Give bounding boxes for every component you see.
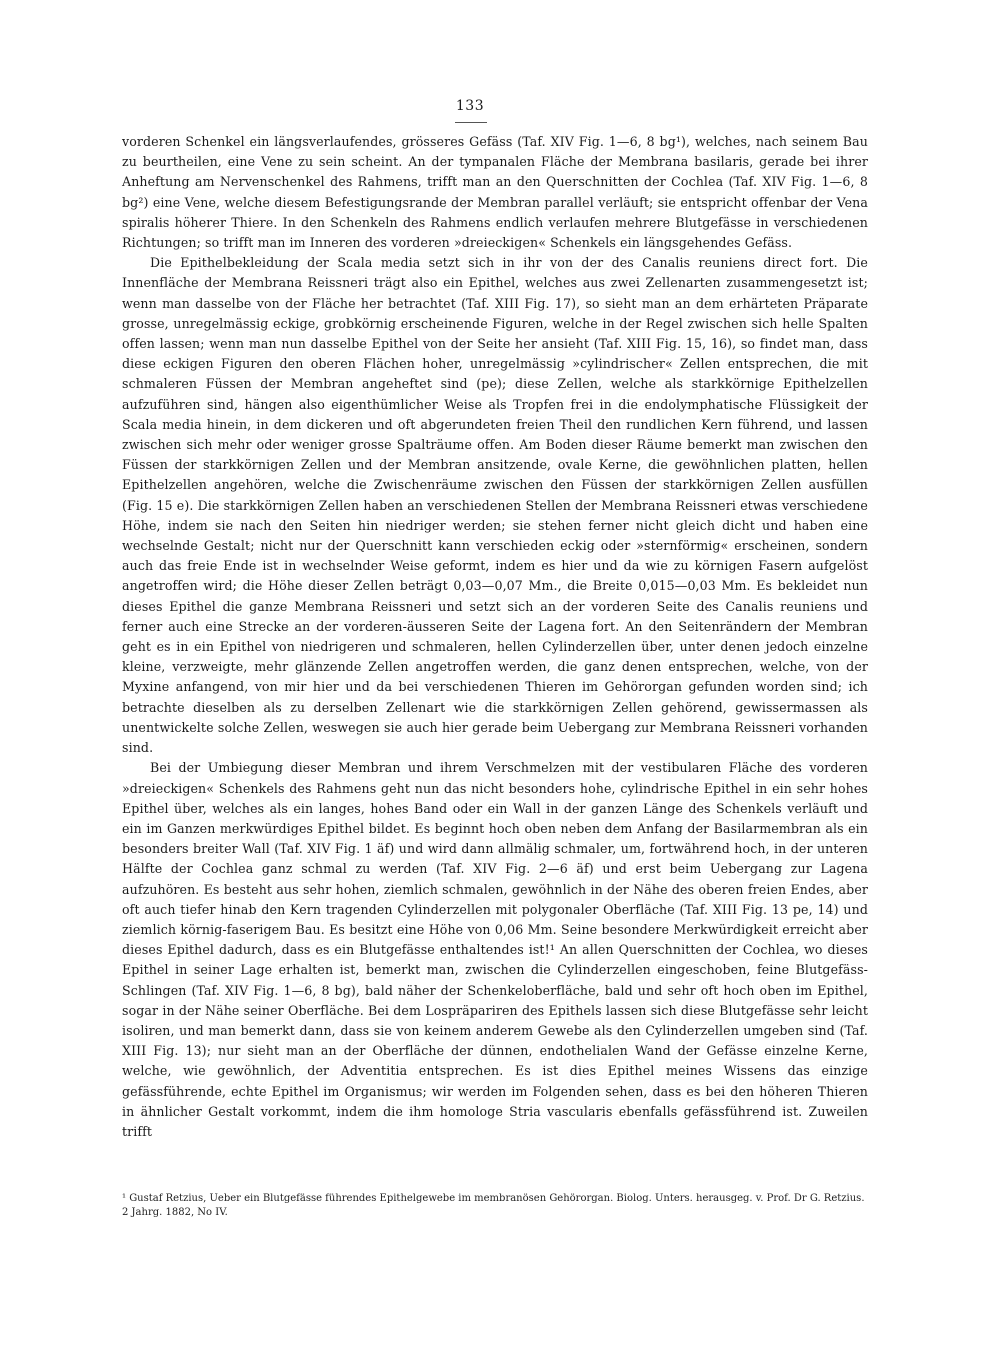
page-number-rule <box>455 122 487 123</box>
footnote-line-1: ¹ Gustaf Retzius, Ueber ein Blutgefässe führendes Epithelgewebe im membranösen Gehörorgan. Biolog. Unters. herausgeg. v. Prof. Dr G. Retzius. <box>122 1193 865 1204</box>
paragraph-1: vorderen Schenkel ein längsverlaufendes, grösseres Gefäss (Taf. XIV Fig. 1—6, 8 bg¹), welches, nach seinem Bau zu beurtheilen, eine Vene zu sein scheint. An der tympanalen Fläche der Membrana basilaris, gerade bei ihrer Anheftung am Nervenschenkel des Rahmens, trifft man an den Querschnitten der Cochlea (Taf. XIV Fig. 1—6, 8 bg²) eine Vene, welche diesem Befestigungsrande der Membran parallel verläuft; sie entspricht offenbar der Vena spiralis höherer Thiere. In den Schenkeln des Rahmens endlich verlaufen mehrere Blutgefässe in verschiedenen Richtungen; so trifft man im Inneren des vorderen »dreieckigen« Schenkels ein längsgehendes Gefäss. <box>122 134 868 251</box>
paragraph-2: Die Epithelbekleidung der Scala media setzt sich in ihr von der des Canalis reuniens direct fort. Die Innenfläche der Membrana Reissneri trägt also ein Epithel, welches aus zwei Zellenarten zusammengesetzt ist; wenn man dasselbe von der Fläche her betrachtet (Taf. XIII Fig. 17), so sieht man an dem erhärteten Präparate grosse, unregelmässig eckige, grobkörnig erscheinende Figuren, welche in der Regel zwischen sich helle Spalten offen lassen; wenn man nun dasselbe Epithel von der Seite her ansieht (Taf. XIII Fig. 15, 16), so findet man, dass diese eckigen Figuren den oberen Flächen hoher, unregelmässig »cylindrischer« Zellen entsprechen, die mit schmaleren Füssen der Membran angeheftet sind (pe); diese Zellen, welche als starkkörnige Epithelzellen aufzuführen sind, hängen also eigenthümlicher Weise als Tropfen frei in die endolymphatische Flüssigkeit der Scala media hinein, in dem dickeren und oft abgerundeten freien Theil den rundlichen Kern führend, und lassen zwischen sich mehr oder weniger grosse Spalträume offen. Am Boden dieser Räume bemerkt man zwischen den Füssen der starkkörnigen Zellen und der Membran ansitzende, ovale Kerne, die gewöhnlichen platten, hellen Epithelzellen angehören, welche die Zwischenräume zwischen den Füssen der starkkörnigen Zellen ausfüllen (Fig. 15 e). Die starkkörnigen Zellen haben an verschiedenen Stellen der Membrana Reissneri etwas verschiedene Höhe, indem sie nach den Seiten hin niedriger werden; sie stehen ferner nicht gleich dicht und haben eine wechselnde Gestalt; nicht nur der Querschnitt kann verschieden eckig oder »sternförmig« erscheinen, sondern auch das freie Ende ist in wechselnder Weise geformt, indem es hier und da wie zu körnigen Fasern aufgelöst angetroffen wird; die Höhe dieser Zellen beträgt 0,03—0,07 Mm., die Breite 0,015—0,03 Mm. Es bekleidet nun dieses Epithel die ganze Membrana Reissneri und setzt sich an der vorderen Seite des Canalis reuniens und ferner auch eine Strecke an der vorderen-äusseren Seite der Lagena fort. An den Seitenrändern der Membran geht es in ein Epithel von niedrigeren und schmaleren, hellen Cylinderzellen über, unter denen jedoch einzelne kleine, verzweigte, mehr glänzende Zellen angetroffen werden, die ganz denen entsprechen, welche, von der Myxine anfangend, von mir hier und da bei verschiedenen Thieren im Gehörorgan gefunden worden sind; ich betrachte dieselben als zu derselben Zellenart wie die starkkörnigen Zellen gehörend, gewissermassen als unentwickelte solche Zellen, weswegen sie auch hier gerade beim Uebergang zur Membrana Reissneri vorhanden sind. <box>122 255 868 756</box>
footnote-line-2: 2 Jahrg. 1882, No IV. <box>122 1207 228 1218</box>
body-text <box>122 132 868 1142</box>
page-number: 133 <box>455 98 485 114</box>
paragraph-3: Bei der Umbiegung dieser Membran und ihrem Verschmelzen mit der vestibularen Fläche des vorderen »dreieckigen« Schenkels des Rahmens geht nun das nicht besonders hohe, cylindrische Epithel in ein sehr hohes Epithel über, welches als ein langes, hohes Band oder ein Wall in der ganzen Länge des Schenkels verläuft und ein im Ganzen merkwürdiges Epithel bildet. Es beginnt hoch oben neben dem Anfang der Basilarmembran als ein besonders breiter Wall (Taf. XIV Fig. 1 äf) und wird dann allmälig schmaler, um, fortwährend hoch, in der unteren Hälfte der Cochlea ganz schmal zu werden (Taf. XIV Fig. 2—6 äf) und erst beim Uebergang zur Lagena aufzuhören. Es besteht aus sehr hohen, ziemlich schmalen, gewöhnlich in der Nähe des oberen freien Endes, aber oft auch tiefer hinab den Kern tragenden Cylinderzellen mit polygonaler Oberfläche (Taf. XIII Fig. 13 pe, 14) und ziemlich körnig-faserigem Bau. Es besitzt eine Höhe von 0,06 Mm. Seine besondere Merkwürdigkeit erreicht aber dieses Epithel dadurch, dass es ein Blutgefässe enthaltendes ist!¹ An allen Querschnitten der Cochlea, wo dieses Epithel in seiner Lage erhalten ist, bemerkt man, zwischen die Cylinderzellen eingeschoben, feine Blutgefäss-Schlingen (Taf. XIV Fig. 1—6, 8 bg), bald näher der Schenkeloberfläche, bald und sehr oft hoch oben im Epithel, sogar in der Nähe seiner Oberfläche. Bei dem Lospräpariren des Epithels lassen sich diese Blutgefässe sehr leicht isoliren, und man bemerkt dann, dass sie von keinem anderem Gewebe als den Cylinderzellen umgeben sind (Taf. XIII Fig. 13); nur sieht man an der Oberfläche der dünnen, endothelialen Wand der Gefässe einzelne Kerne, welche, wie gewöhnlich, der Adventitia entsprechen. Es ist dies Epithel meines Wissens das einzige gefässführende, echte Epithel im Organismus; wir werden im Folgenden sehen, dass es bei den höheren Thieren in ähnlicher Gestalt vorkommt, indem die ihm homologe Stria vascularis ebenfalls gefässführend ist. Zuweilen trifft <box>122 760 868 1139</box>
